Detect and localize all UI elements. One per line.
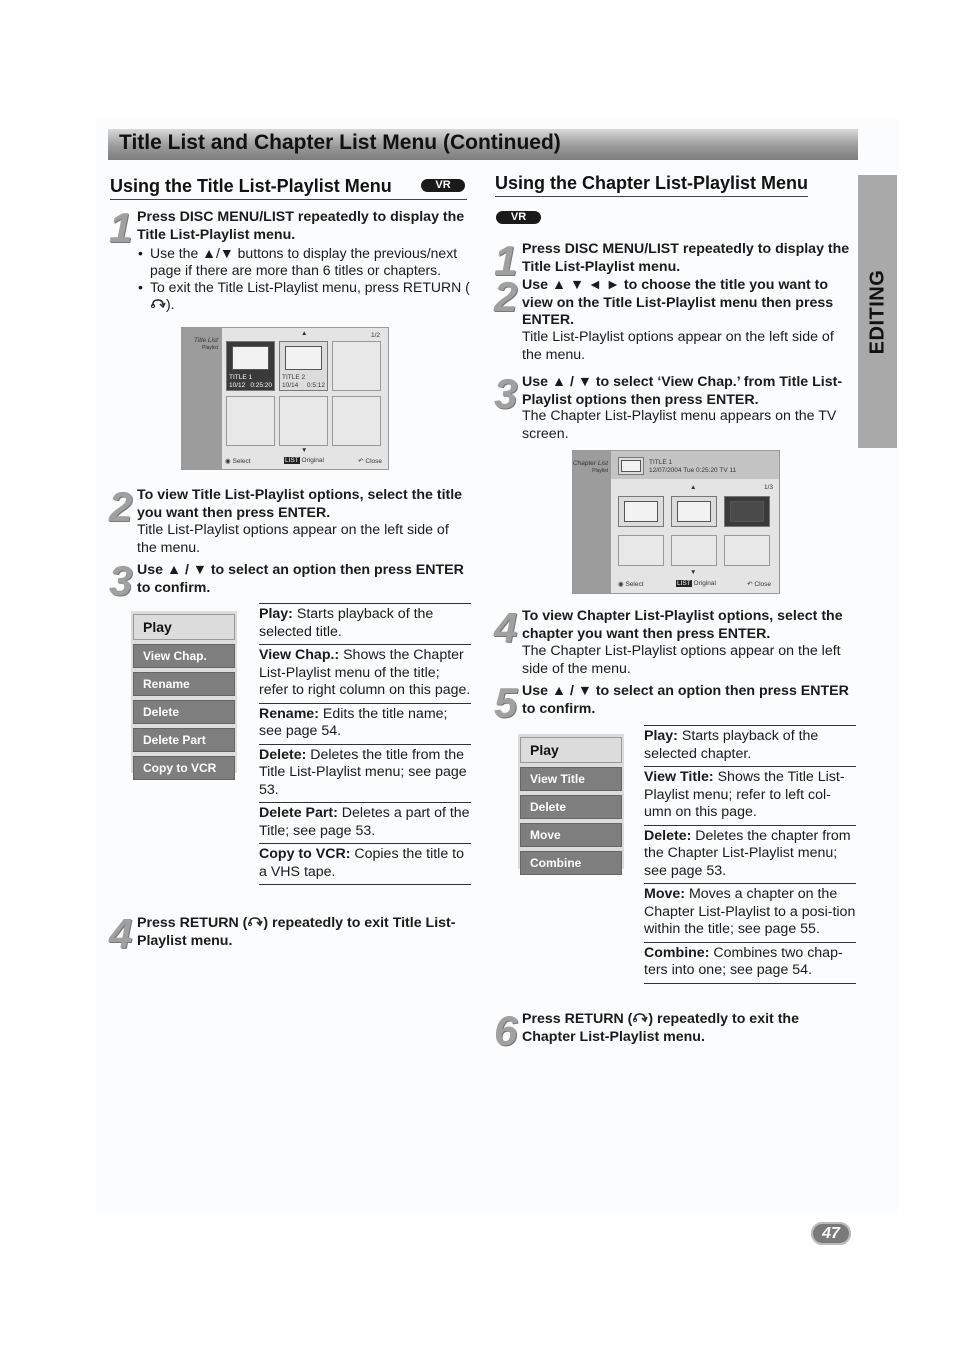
chapter-list-screen [572,450,780,594]
step-text: Use ▲ / ▼ to select ‘View Chap.’ from Title List-Playlist options then press ENTER. [522,374,843,408]
original-hint: LIST Original [677,580,716,587]
definition-item: Delete Part: Deletes a part of the Title; see page 53. [259,802,471,843]
title-bar [108,129,858,160]
screen-info: 12/07/2004 Tue 0:25:20 TV 11 [649,467,737,474]
thumbnail-image [677,501,711,522]
empty-thumb [671,535,717,566]
empty-thumb [226,396,275,446]
section-tab [858,175,897,448]
chapter-thumb[interactable] [724,496,770,527]
step-number: 4 [109,910,132,957]
empty-thumb [724,535,770,566]
step-number: 1 [494,237,517,284]
title-thumb[interactable] [279,341,328,391]
definition-item: Play: Starts playback of the selected title. [259,603,471,644]
thumbnail-image [624,501,658,522]
close-hint: ↶ Close [358,458,382,465]
title-time: 0:25:20 [250,382,272,389]
step-number: 3 [109,557,132,604]
bullet-item: • Use the ▲/▼ buttons to display the previous/next page if there are more than 6 titles or chapters. [138,245,458,278]
down-arrow-icon: ▼ [690,569,697,576]
return-icon [247,915,263,927]
return-icon [632,1011,648,1023]
left-heading: Using the Title List-Playlist Menu [110,176,392,196]
step-number: 1 [109,204,132,251]
definition-item: Delete: Deletes the chapter from the Chapter List-Playlist menu; see page 53. [644,825,856,884]
vr-badge: VR [421,179,465,192]
screen-sublabel: Playlist [202,345,218,351]
select-hint: ◉ Select [618,581,644,588]
step-number: 5 [494,679,517,726]
title-date: 10/14 [282,382,299,389]
page-indicator: 1/3 [763,484,773,491]
menu-item-move[interactable]: Move [520,823,622,847]
step-desc: The Chapter List-Playlist options appear on the left side of the menu. [522,643,841,677]
empty-thumb [279,396,328,446]
title-options-menu [131,611,237,773]
page-indicator: 1/2 [370,332,380,339]
title-thumb [618,457,644,475]
menu-item-play[interactable]: Play [133,614,235,640]
select-hint: ◉ Select [225,458,251,465]
step-number: 4 [494,604,517,651]
bullet-text: Use the ▲/▼ buttons to display the previous/next page if there are more than 6 titles or chapters. [150,245,458,278]
menu-item-view-chap[interactable]: View Chap. [133,644,235,668]
title-name: TITLE 1 [229,374,253,381]
menu-item-play[interactable]: Play [520,737,622,763]
option-definitions [644,725,856,984]
return-icon [150,297,166,309]
step-desc: Title List-Playlist options appear on the left side of the menu. [522,329,834,363]
step-text: To view Title List-Playlist options, select the title you want then press ENTER. [137,487,463,521]
title-thumb[interactable] [226,341,275,391]
up-arrow-icon: ▲ [690,484,697,491]
step-text: Use ▲ ▼ ◄ ► to choose the title you want to view on the Title List-Playlist menu then press ENTER. [522,277,834,328]
definition-item: Move: Moves a chapter on the Chapter List-Playlist to a posi-tion within the title; see page 55. [644,883,856,942]
menu-item-combine[interactable]: Combine [520,851,622,875]
thumbnail-image [232,346,269,370]
menu-item-rename[interactable]: Rename [133,672,235,696]
thumbnail-image [621,460,641,472]
step-text: To view Chapter List-Playlist options, select the chapter you want then press ENTER. [522,608,843,642]
empty-thumb [618,535,664,566]
title-date: 10/12 [229,382,246,389]
bullet-text-end: ). [166,295,175,312]
definition-item: Copy to VCR: Copies the title to a VHS tape. [259,843,471,885]
empty-thumb [332,341,381,391]
title-name: TITLE 2 [282,374,306,381]
original-hint: LIST Original [285,457,324,464]
left-heading-rule [110,199,467,200]
chapter-options-menu [518,734,624,869]
thumbnail-image [730,501,764,522]
step-text: Use ▲ / ▼ to select an option then press ENTER to confirm. [137,562,464,596]
section-tab-label: EDITING [866,269,888,354]
step-text: Use ▲ / ▼ to select an option then press ENTER to confirm. [522,683,849,717]
step-desc: The Chapter List-Playlist menu appears on the TV screen. [522,408,837,442]
up-arrow-icon: ▲ [301,330,308,337]
screen-label: Chapter List [572,460,608,467]
thumbnail-image [285,346,322,370]
step-number: 2 [494,273,517,320]
definition-item: Play: Starts playback of the selected chapter. [644,725,856,766]
definition-item: Delete: Deletes the title from the Title List-Playlist menu; see page 53. [259,744,471,803]
right-heading: Using the Chapter List-Playlist Menu [495,173,808,197]
menu-item-delete[interactable]: Delete [520,795,622,819]
step-text: Press RETURN ( ) repeatedly to exit the Chapter List-Playlist menu. [522,1011,799,1045]
menu-item-delete-part[interactable]: Delete Part [133,728,235,752]
screen-label: Title List [193,337,218,344]
menu-item-delete[interactable]: Delete [133,700,235,724]
page-number: 47 [811,1222,851,1245]
chapter-thumb[interactable] [618,496,664,527]
definition-item: View Chap.: Shows the Chapter List-Playlist menu of the title; refer to right column on this page. [259,644,471,703]
bullet-item: • To exit the Title List-Playlist menu, press RETURN (). [138,279,470,312]
definition-item: Rename: Edits the title name; see page 54. [259,703,471,744]
page-title: Title List and Chapter List Menu (Continued) [119,131,561,154]
screen-sublabel: Playlist [592,468,608,474]
step-text: Press DISC MENU/LIST repeatedly to display the Title List-Playlist menu. [522,241,850,275]
title-time: 0:5:12 [306,382,325,389]
step-number: 3 [494,370,517,417]
step-text: Press DISC MENU/LIST repeatedly to display the Title List-Playlist menu. [137,209,465,243]
menu-item-copy-to-vcr[interactable]: Copy to VCR [133,756,235,780]
title-list-screen [181,327,389,470]
down-arrow-icon: ▼ [301,447,308,454]
screen-left-panel [182,328,222,469]
chapter-thumb[interactable] [671,496,717,527]
screen-inner [222,328,388,469]
close-hint: ↶ Close [747,581,771,588]
step-text: Press RETURN ( ) repeatedly to exit Title List-Playlist menu. [137,915,456,949]
vr-badge: VR [496,211,541,224]
screen-left-panel [573,451,611,593]
screen-inner [611,479,779,593]
step-desc: Title List-Playlist options appear on the left side of the menu. [137,522,449,556]
bullet-text: To exit the Title List-Playlist menu, press RETURN ( [150,279,470,295]
definition-item: Combine: Combines two chap-ters into one; see page 54. [644,942,856,984]
menu-item-view-title[interactable]: View Title [520,767,622,791]
step-number: 2 [109,483,132,530]
definition-item: View Title: Shows the Title List-Playlist menu; refer to left col-umn on this page. [644,766,856,825]
option-definitions [259,603,471,885]
empty-thumb [332,396,381,446]
step-number: 6 [494,1007,517,1054]
screen-title: TITLE 1 [649,459,673,466]
